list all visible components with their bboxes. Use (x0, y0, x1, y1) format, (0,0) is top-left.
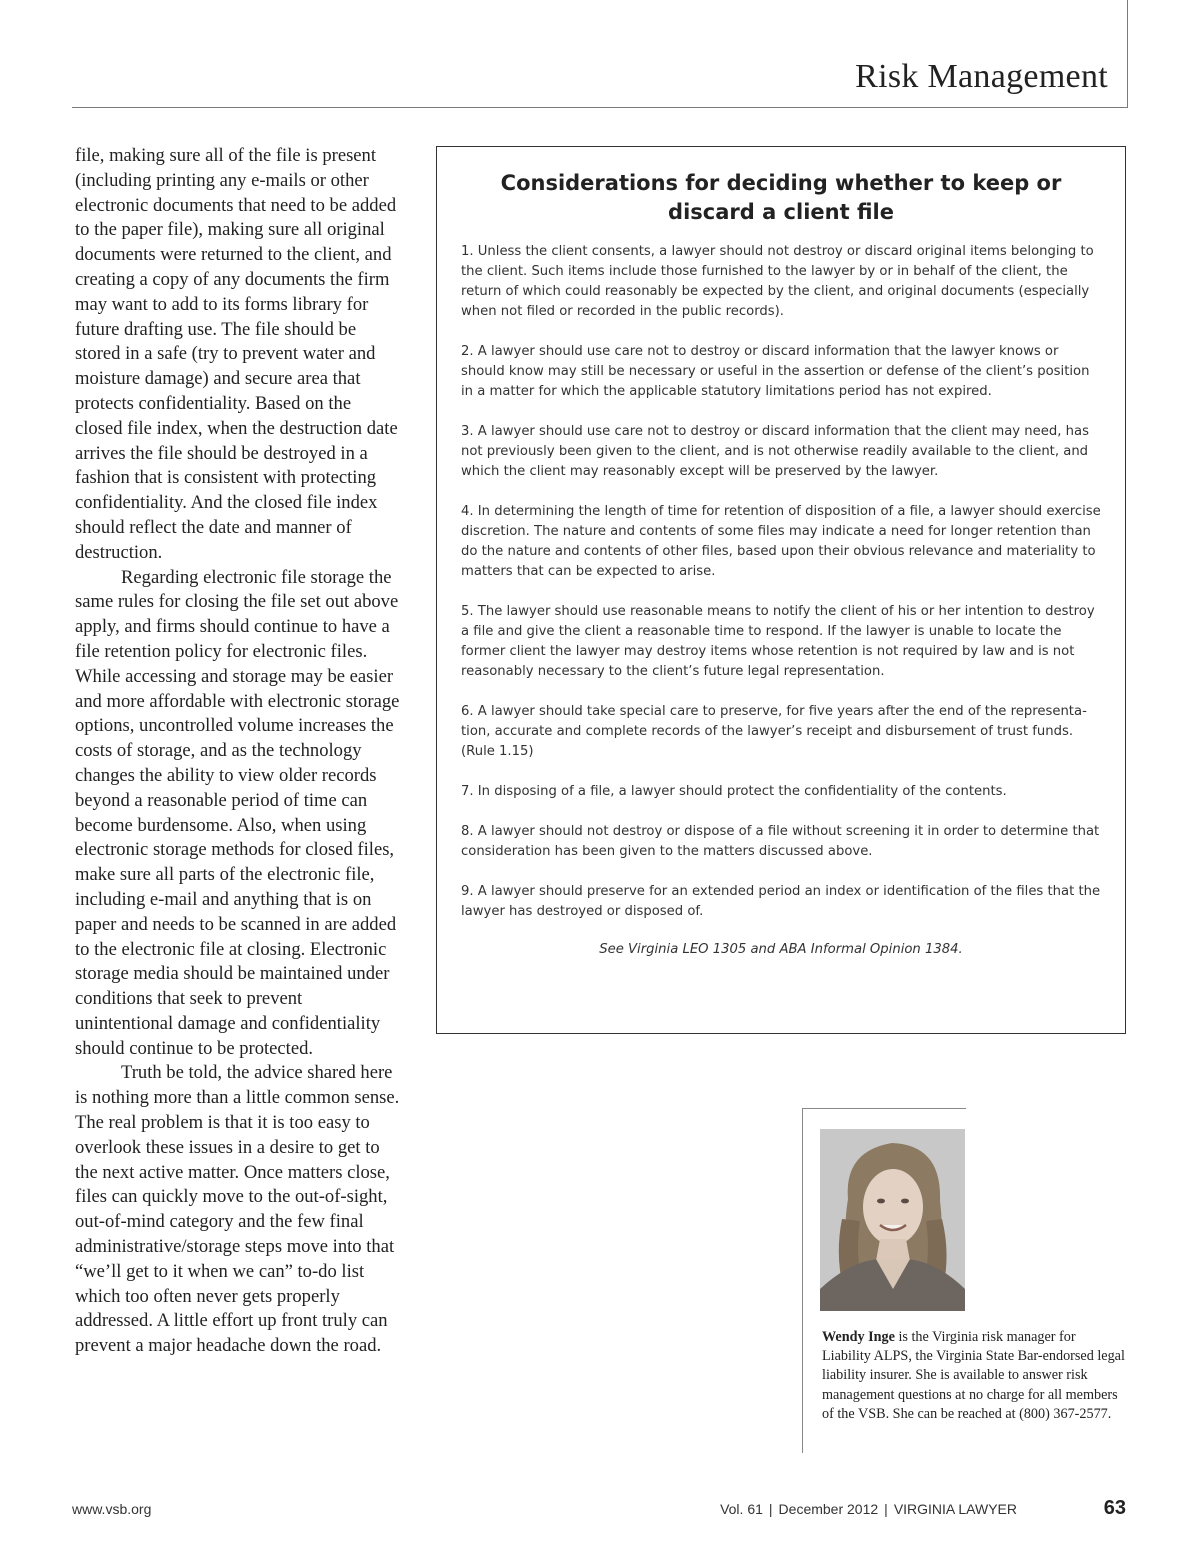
author-bio-text: is the Virginia risk manager for Liability ALPS, the Virginia State Bar-endorsed legal liability insurer. She is available to answer risk management questions at no charge for all members of the VSB. She can be reached at (800) 367-2577. (822, 1329, 1125, 1422)
author-bio (822, 1328, 1127, 1424)
considerations-list (461, 242, 1101, 960)
bio-left-rule (802, 1108, 803, 1453)
page-number: 63 (1103, 1497, 1126, 1519)
sidebar-title: Considerations for deciding whether to keep or discard a client file (500, 171, 1062, 224)
article-paragraph: Regarding electronic file storage the same rules for closing the file set out above apply, and firms should continue to have a file retention policy for electronic files. While accessing and storage may be easier and more affordable with electronic storage options, uncontrolled volume increases the costs of storage, and as the technology changes the ability to view older records beyond a reasonable period of time can become burdensome. Also, when using electronic storage methods for closed files, make sure all parts of the electronic file, including e-mail and anything that is on paper and needs to be scanned in are added to the electronic file at closing. Electronic storage media should be maintained under conditions that seek to prevent unintentional damage and confidentiality should continue to be protected. (75, 566, 400, 1059)
sidebar-source: See Virginia LEO 1305 and ABA Informal Opinion 1384. (599, 942, 963, 957)
footer-url[interactable]: www.vsb.org (72, 1501, 152, 1517)
bio-top-rule (802, 1108, 966, 1109)
consideration-item: 6. A lawyer should take special care to preserve, for five years after the end of the representation, accurate and complete records of the lawyer’s receipt and disbursement of trust funds.(Rule 1.15) (461, 704, 1087, 759)
header-rule (72, 107, 1128, 108)
footer-separator: | (884, 1501, 888, 1517)
consideration-item: 5. The lawyer should use reasonable means to notify the client of his or her intention to destroy a file and give the client a reasonable time to respond. If the lawyer is unable to locate the former client the lawyer may destroy items whose retention is not required by law and is not reasonably necessary to the client’s future legal representation. (461, 604, 1095, 679)
author-photo (820, 1129, 965, 1311)
article-paragraph: Truth be told, the advice shared here is nothing more than a little common sense. The real problem is that it is too easy to overlook these issues in a desire to get to the next active matter. Once matters close, files can quickly move to the out-of-sight, out-of-mind category and the few final administrative/storage steps move into that “we’ll get to it when we can” to-do list which too often never gets properly addressed. A little effort up front truly can prevent a major headache down the road. (75, 1062, 400, 1357)
consideration-item: 9. A lawyer should preserve for an extended period an index or identification of the files that the lawyer has destroyed or disposed of. (461, 884, 1101, 919)
footer-publication: VIRGINIA LAWYER (893, 1501, 1017, 1517)
header-vertical-rule (1127, 0, 1128, 108)
consideration-item: 4. In determining the length of time for retention of disposition of a file, a lawyer should exercise discretion. The nature and contents of some files may indicate a need for longer retention than do the nature and contents of other files, based upon their obvious relevance and materiality to matters that can be expected to arise. (461, 504, 1101, 579)
consideration-item: 7. In disposing of a file, a lawyer should protect the confidentiality of the contents. (461, 784, 1007, 799)
article-body (75, 144, 400, 1359)
consideration-item: 1. Unless the client consents, a lawyer should not destroy or discard original items belonging to the client. Such items include those furnished to the lawyer by or in behalf of the client, the return of which could reasonably be expected by the client, and original documents (especially when not filed or recorded in the public records). (461, 244, 1094, 319)
footer-separator: | (768, 1501, 773, 1517)
footer-date: December 2012 (778, 1501, 879, 1517)
considerations-sidebar (436, 146, 1126, 1034)
footer-issue (720, 1501, 1017, 1517)
article-paragraph: file, making sure all of the file is present (including printing any e-mails or other electronic documents that need to be added to the paper file), making sure all original documents were returned to the client, and creating a copy of any documents the firm may want to add to its forms library for future drafting use. The file should be stored in a safe (try to prevent water and moisture damage) and secure area that protects confidentiality. Based on the closed file index, when the destruction date arrives the file should be destroyed in a fashion that is consistent with protecting confidentiality. And the closed file index should reflect the date and manner of destruction. (75, 145, 398, 563)
section-title: Risk Management (855, 58, 1108, 95)
consideration-item: 2. A lawyer should use care not to destroy or discard information that the lawyer knows or should know may still be necessary or useful in the assertion or defense of the client’s position in a matter for which the applicable statutory limitations period has not expired. (461, 344, 1090, 399)
author-portrait-icon (820, 1129, 965, 1311)
author-name: Wendy Inge (822, 1329, 895, 1345)
consideration-item: 8. A lawyer should not destroy or dispose of a file without screening it in order to determine that consideration has been given to the matters discussed above. (461, 824, 1100, 859)
footer-volume: Vol. 61 (720, 1501, 763, 1517)
consideration-item: 3. A lawyer should use care not to destroy or discard information that the client may need, has not previously been given to the client, and is not otherwise readily available to the client, and which the client may reasonably except will be preserved by the lawyer. (461, 424, 1089, 479)
